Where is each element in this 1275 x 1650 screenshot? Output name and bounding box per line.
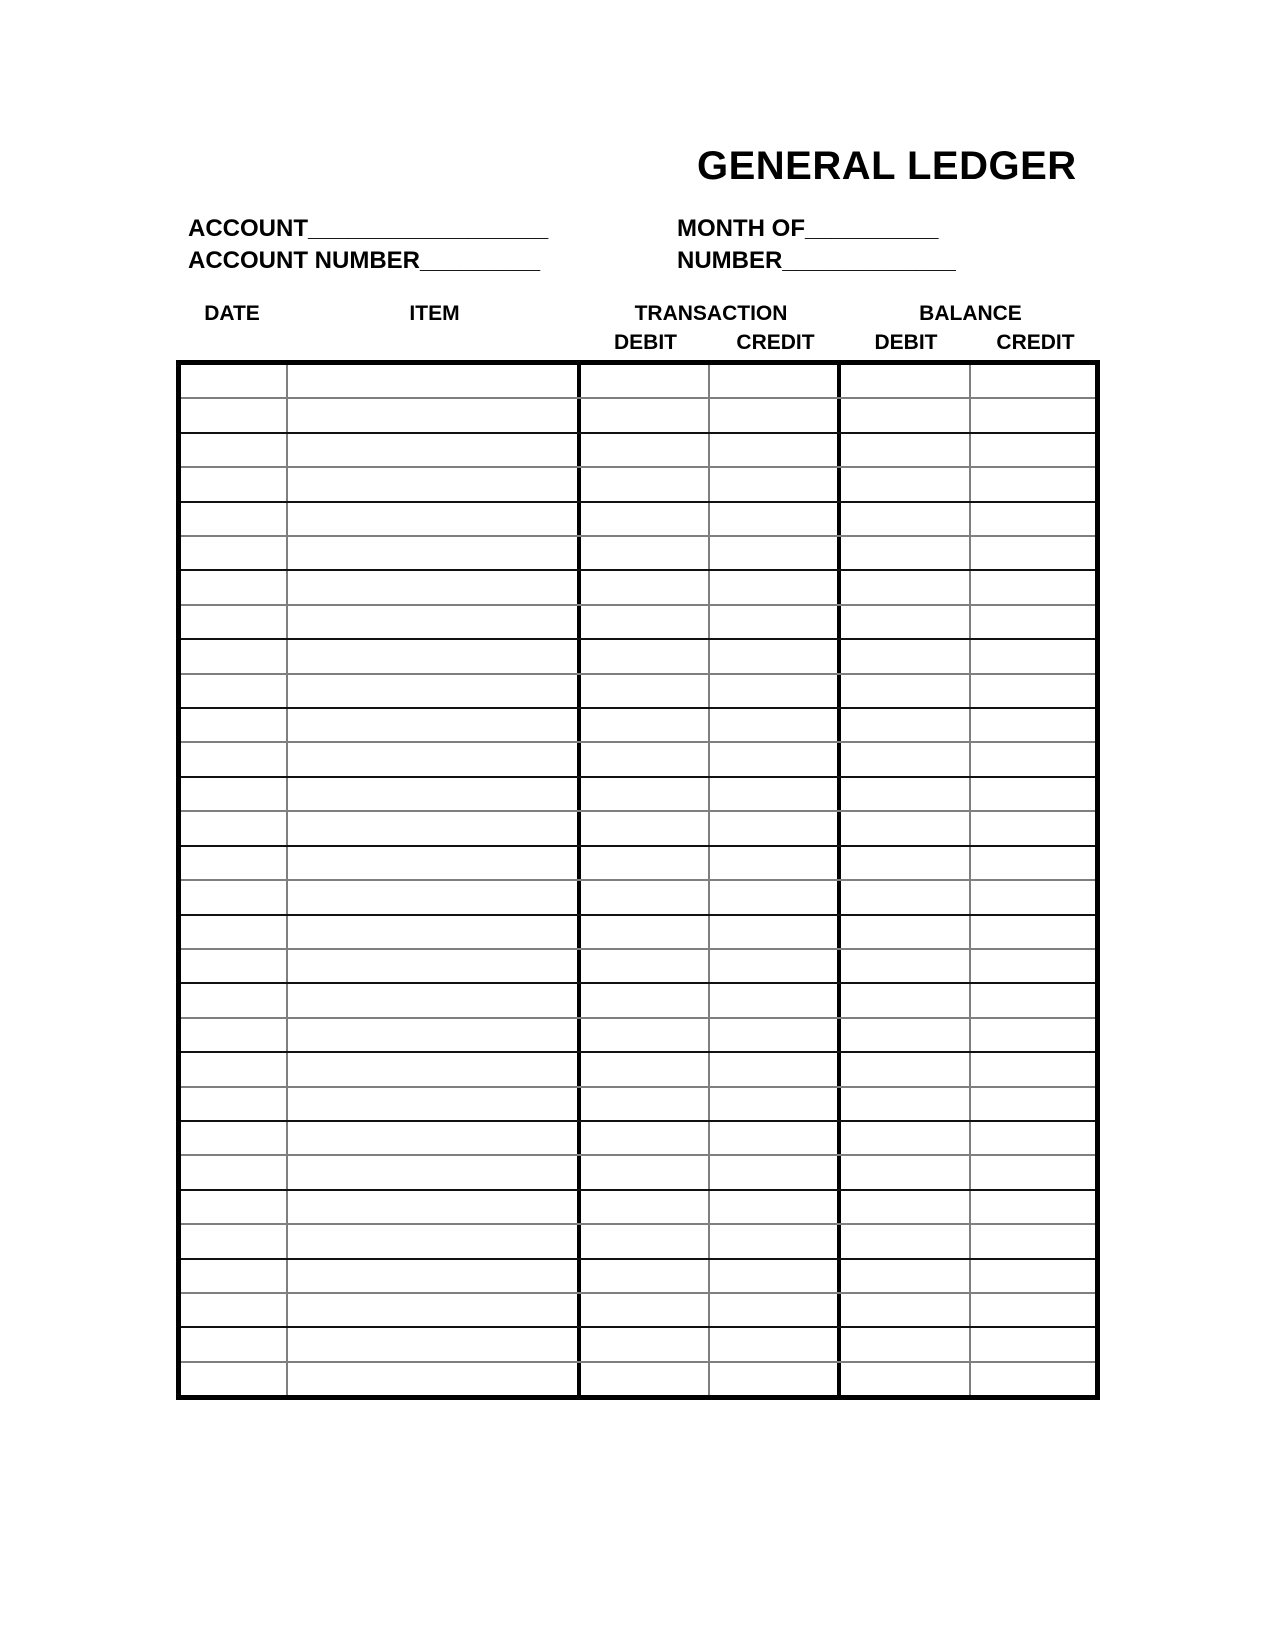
cell-balance-debit[interactable] [841,1019,971,1051]
cell-balance-debit[interactable] [841,503,971,535]
table-row [181,984,1095,1018]
cell-balance-debit[interactable] [841,365,971,397]
cell-balance-debit[interactable] [841,1053,971,1085]
month-of-input-line[interactable]: __________ [804,215,939,242]
cell-balance-credit[interactable] [971,503,1095,535]
cell-balance-credit[interactable] [971,709,1095,741]
cell-item[interactable] [288,640,581,672]
cell-transaction-debit[interactable] [581,399,710,431]
cell-date[interactable] [181,1191,288,1223]
cell-transaction-credit[interactable] [710,606,841,638]
cell-balance-credit[interactable] [971,1191,1095,1223]
cell-balance-debit[interactable] [841,1260,971,1292]
cell-balance-debit[interactable] [841,1156,971,1188]
table-row [181,743,1095,777]
cell-transaction-credit[interactable] [710,468,841,500]
cell-item[interactable] [288,434,581,466]
account-field [188,217,548,241]
cell-balance-credit[interactable] [971,778,1095,810]
table-row [181,709,1095,743]
cell-balance-credit[interactable] [971,1328,1095,1360]
cell-transaction-debit[interactable] [581,640,710,672]
cell-transaction-credit[interactable] [710,503,841,535]
cell-balance-credit[interactable] [971,675,1095,707]
number-field [677,249,956,273]
cell-date[interactable] [181,640,288,672]
cell-balance-credit[interactable] [971,640,1095,672]
cell-transaction-debit[interactable] [581,1019,710,1051]
cell-transaction-debit[interactable] [581,537,710,569]
cell-balance-credit[interactable] [971,1363,1095,1395]
cell-balance-credit[interactable] [971,1294,1095,1326]
cell-transaction-debit[interactable] [581,1122,710,1154]
cell-date[interactable] [181,916,288,948]
cell-item[interactable] [288,365,581,397]
cell-transaction-credit[interactable] [710,1363,841,1395]
table-row [181,1019,1095,1053]
cell-transaction-debit[interactable] [581,1363,710,1395]
table-row [181,881,1095,915]
cell-transaction-credit[interactable] [710,571,841,603]
cell-item[interactable] [288,399,581,431]
cell-transaction-debit[interactable] [581,571,710,603]
cell-transaction-credit[interactable] [710,1225,841,1257]
cell-balance-debit[interactable] [841,1225,971,1257]
cell-balance-credit[interactable] [971,399,1095,431]
table-row [181,399,1095,433]
cell-transaction-credit[interactable] [710,640,841,672]
cell-balance-debit[interactable] [841,640,971,672]
cell-date[interactable] [181,1088,288,1120]
number-input-line[interactable]: _____________ [782,247,956,274]
cell-balance-credit[interactable] [971,365,1095,397]
cell-transaction-credit[interactable] [710,1053,841,1085]
table-row [181,640,1095,674]
cell-transaction-credit[interactable] [710,778,841,810]
table-row [181,916,1095,950]
cell-transaction-credit[interactable] [710,709,841,741]
cell-transaction-credit[interactable] [710,1260,841,1292]
cell-transaction-credit[interactable] [710,399,841,431]
cell-transaction-debit[interactable] [581,984,710,1016]
cell-date[interactable] [181,1294,288,1326]
cell-transaction-credit[interactable] [710,743,841,775]
table-row [181,950,1095,984]
cell-transaction-credit[interactable] [710,1019,841,1051]
cell-balance-credit[interactable] [971,984,1095,1016]
column-header-transaction: TRANSACTION [634,302,788,325]
cell-date[interactable] [181,881,288,913]
cell-date[interactable] [181,1019,288,1051]
cell-balance-credit[interactable] [971,950,1095,982]
cell-balance-debit[interactable] [841,778,971,810]
cell-balance-credit[interactable] [971,434,1095,466]
cell-balance-credit[interactable] [971,1088,1095,1120]
cell-balance-debit[interactable] [841,743,971,775]
cell-transaction-credit[interactable] [710,537,841,569]
table-row [181,1088,1095,1122]
cell-item[interactable] [288,847,581,879]
cell-transaction-credit[interactable] [710,1191,841,1223]
cell-item[interactable] [288,1053,581,1085]
cell-item[interactable] [288,503,581,535]
cell-transaction-debit[interactable] [581,881,710,913]
cell-balance-credit[interactable] [971,812,1095,844]
cell-item[interactable] [288,1225,581,1257]
cell-balance-credit[interactable] [971,743,1095,775]
cell-date[interactable] [181,1260,288,1292]
cell-balance-credit[interactable] [971,881,1095,913]
cell-balance-debit[interactable] [841,984,971,1016]
cell-transaction-credit[interactable] [710,675,841,707]
cell-item[interactable] [288,950,581,982]
cell-transaction-debit[interactable] [581,778,710,810]
cell-transaction-debit[interactable] [581,950,710,982]
cell-transaction-debit[interactable] [581,812,710,844]
cell-transaction-debit[interactable] [581,468,710,500]
cell-balance-credit[interactable] [971,1019,1095,1051]
cell-item[interactable] [288,571,581,603]
cell-transaction-debit[interactable] [581,709,710,741]
cell-date[interactable] [181,812,288,844]
cell-date[interactable] [181,503,288,535]
table-row [181,1225,1095,1259]
cell-balance-debit[interactable] [841,571,971,603]
number-label: NUMBER [677,247,783,274]
cell-balance-debit[interactable] [841,881,971,913]
cell-date[interactable] [181,468,288,500]
table-row [181,847,1095,881]
column-header-balance-credit: CREDIT [996,331,1075,354]
cell-item[interactable] [288,1363,581,1395]
cell-balance-debit[interactable] [841,950,971,982]
cell-date[interactable] [181,434,288,466]
column-header-date: DATE [204,302,260,325]
cell-transaction-debit[interactable] [581,675,710,707]
cell-date[interactable] [181,847,288,879]
table-row [181,468,1095,502]
table-row [181,778,1095,812]
cell-item[interactable] [288,778,581,810]
table-row [181,1053,1095,1087]
cell-balance-credit[interactable] [971,606,1095,638]
cell-date[interactable] [181,1156,288,1188]
cell-transaction-credit[interactable] [710,1088,841,1120]
cell-transaction-credit[interactable] [710,881,841,913]
cell-transaction-credit[interactable] [710,365,841,397]
column-header-transaction-credit: CREDIT [736,331,815,354]
column-header-balance: BALANCE [919,302,1022,325]
cell-item[interactable] [288,1191,581,1223]
cell-transaction-credit[interactable] [710,1294,841,1326]
table-row [181,812,1095,846]
cell-transaction-credit[interactable] [710,812,841,844]
month-of-field [677,217,938,241]
cell-item[interactable] [288,1260,581,1292]
cell-transaction-credit[interactable] [710,984,841,1016]
cell-balance-debit[interactable] [841,1363,971,1395]
cell-balance-debit[interactable] [841,1294,971,1326]
table-row [181,1260,1095,1294]
cell-date[interactable] [181,1053,288,1085]
cell-balance-credit[interactable] [971,537,1095,569]
cell-item[interactable] [288,537,581,569]
cell-item[interactable] [288,1328,581,1360]
account-number-label: ACCOUNT NUMBER [188,247,420,274]
cell-transaction-credit[interactable] [710,847,841,879]
cell-balance-debit[interactable] [841,434,971,466]
table-row [181,1156,1095,1190]
cell-transaction-credit[interactable] [710,916,841,948]
cell-transaction-debit[interactable] [581,1088,710,1120]
cell-balance-credit[interactable] [971,1122,1095,1154]
cell-item[interactable] [288,812,581,844]
column-header-item: ITEM [409,302,460,325]
table-row [181,1328,1095,1362]
account-number-input-line[interactable]: _________ [419,247,541,274]
cell-balance-credit[interactable] [971,468,1095,500]
cell-transaction-debit[interactable] [581,743,710,775]
table-row [181,365,1095,399]
cell-date[interactable] [181,743,288,775]
cell-date[interactable] [181,537,288,569]
cell-item[interactable] [288,1294,581,1326]
cell-transaction-debit[interactable] [581,1225,710,1257]
cell-item[interactable] [288,1019,581,1051]
cell-balance-credit[interactable] [971,571,1095,603]
cell-item[interactable] [288,916,581,948]
page-title: GENERAL LEDGER [697,144,1077,188]
cell-transaction-debit[interactable] [581,1191,710,1223]
table-row [181,434,1095,468]
cell-date[interactable] [181,365,288,397]
cell-item[interactable] [288,468,581,500]
cell-date[interactable] [181,606,288,638]
cell-transaction-debit[interactable] [581,365,710,397]
cell-transaction-debit[interactable] [581,1294,710,1326]
table-header [176,303,1100,357]
cell-balance-debit[interactable] [841,537,971,569]
table-row [181,606,1095,640]
cell-balance-credit[interactable] [971,1225,1095,1257]
cell-balance-debit[interactable] [841,709,971,741]
cell-date[interactable] [181,399,288,431]
cell-item[interactable] [288,675,581,707]
cell-date[interactable] [181,950,288,982]
account-number-field [188,249,540,273]
cell-transaction-debit[interactable] [581,606,710,638]
cell-balance-credit[interactable] [971,1156,1095,1188]
cell-item[interactable] [288,1156,581,1188]
cell-balance-debit[interactable] [841,916,971,948]
cell-item[interactable] [288,743,581,775]
cell-transaction-credit[interactable] [710,1156,841,1188]
table-row [181,1363,1095,1395]
cell-transaction-debit[interactable] [581,1053,710,1085]
cell-balance-debit[interactable] [841,606,971,638]
cell-date[interactable] [181,1225,288,1257]
cell-date[interactable] [181,1328,288,1360]
cell-transaction-debit[interactable] [581,1156,710,1188]
cell-balance-debit[interactable] [841,847,971,879]
cell-date[interactable] [181,984,288,1016]
cell-date[interactable] [181,778,288,810]
cell-transaction-debit[interactable] [581,916,710,948]
cell-transaction-debit[interactable] [581,1328,710,1360]
cell-transaction-debit[interactable] [581,434,710,466]
table-row [181,1122,1095,1156]
cell-transaction-debit[interactable] [581,1260,710,1292]
cell-transaction-debit[interactable] [581,847,710,879]
column-header-transaction-debit: DEBIT [614,331,677,354]
table-row [181,675,1095,709]
cell-balance-credit[interactable] [971,1053,1095,1085]
table-row [181,503,1095,537]
cell-item[interactable] [288,881,581,913]
account-label: ACCOUNT [188,215,308,242]
cell-balance-debit[interactable] [841,1191,971,1223]
cell-transaction-credit[interactable] [710,1122,841,1154]
cell-item[interactable] [288,1122,581,1154]
cell-balance-debit[interactable] [841,399,971,431]
ledger-grid [176,360,1100,1400]
cell-balance-debit[interactable] [841,812,971,844]
cell-item[interactable] [288,709,581,741]
cell-item[interactable] [288,606,581,638]
cell-date[interactable] [181,571,288,603]
cell-date[interactable] [181,675,288,707]
cell-item[interactable] [288,984,581,1016]
cell-balance-credit[interactable] [971,847,1095,879]
cell-date[interactable] [181,1363,288,1395]
table-row [181,1294,1095,1328]
cell-balance-debit[interactable] [841,675,971,707]
cell-balance-debit[interactable] [841,468,971,500]
cell-transaction-credit[interactable] [710,1328,841,1360]
cell-balance-credit[interactable] [971,916,1095,948]
table-row [181,1191,1095,1225]
month-of-label: MONTH OF [677,215,805,242]
table-row [181,571,1095,605]
column-header-balance-debit: DEBIT [874,331,938,354]
cell-date[interactable] [181,1122,288,1154]
cell-transaction-credit[interactable] [710,434,841,466]
cell-balance-credit[interactable] [971,1260,1095,1292]
cell-balance-debit[interactable] [841,1088,971,1120]
cell-date[interactable] [181,709,288,741]
cell-balance-debit[interactable] [841,1122,971,1154]
cell-balance-debit[interactable] [841,1328,971,1360]
cell-transaction-credit[interactable] [710,950,841,982]
cell-transaction-debit[interactable] [581,503,710,535]
cell-item[interactable] [288,1088,581,1120]
table-row [181,537,1095,571]
account-input-line[interactable]: __________________ [308,215,549,242]
